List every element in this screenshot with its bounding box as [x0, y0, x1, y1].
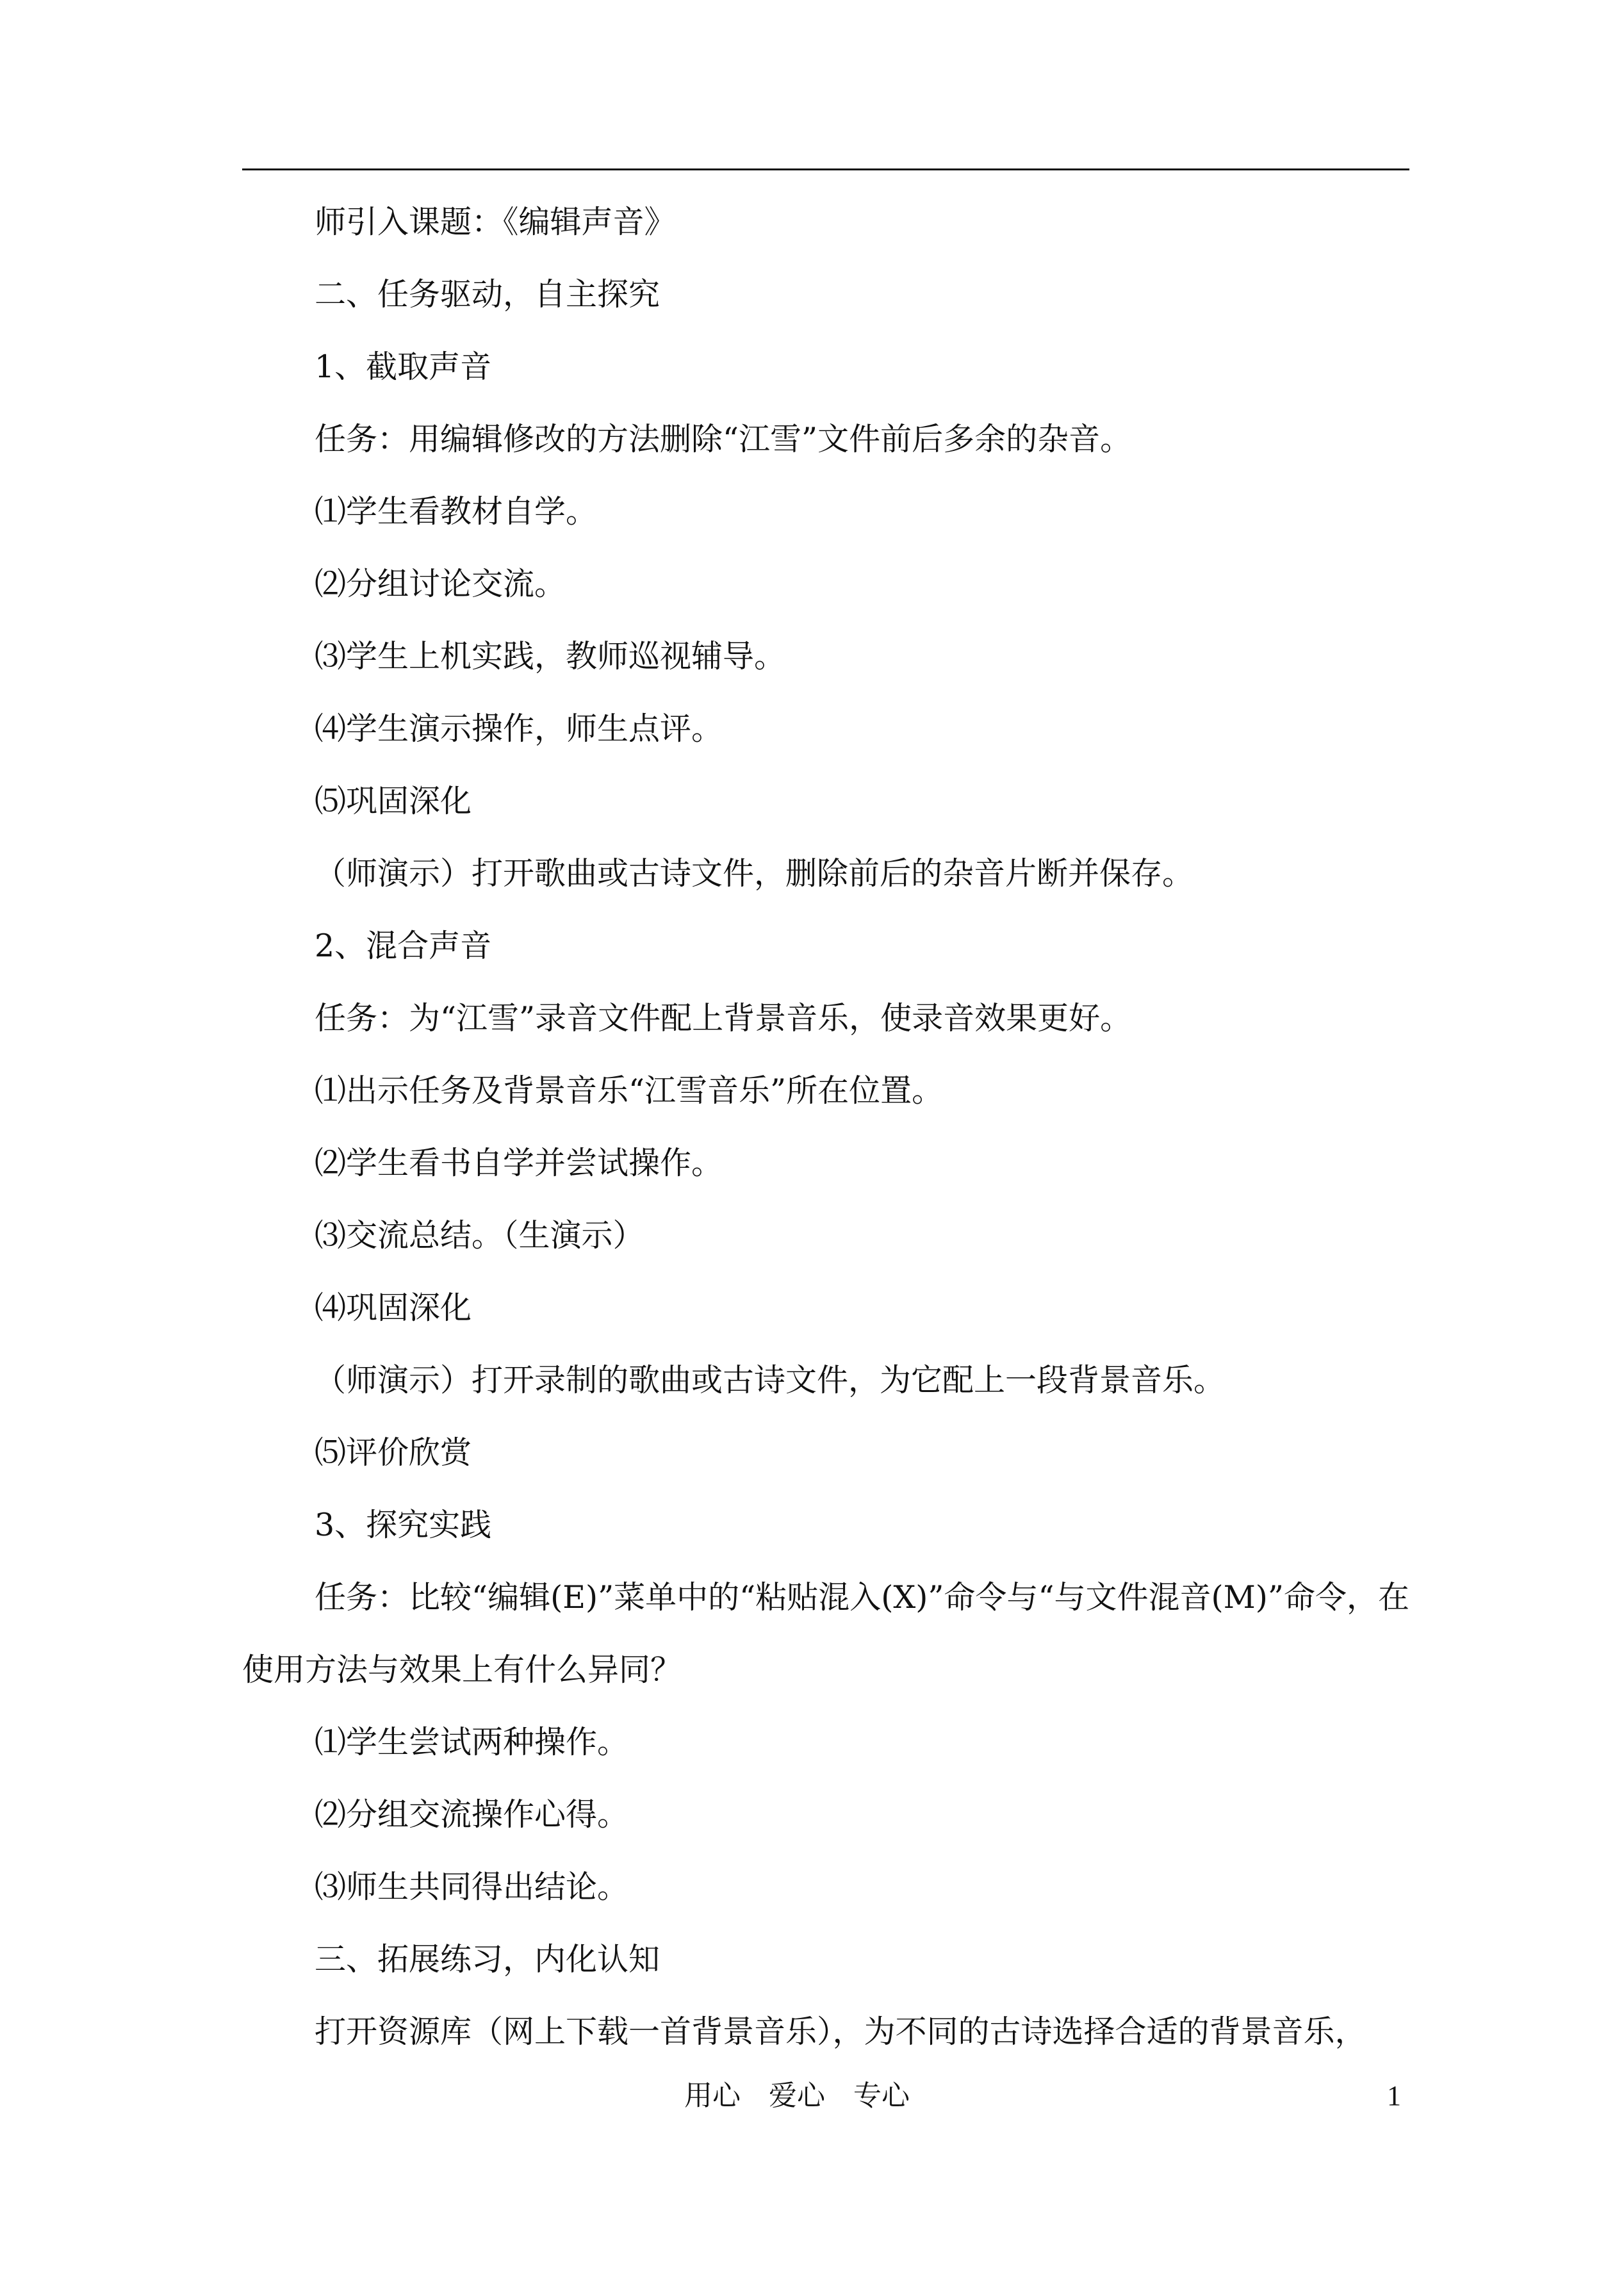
task-paragraph: 任务：为“江雪”录音文件配上背景音乐，使录音效果更好。	[315, 1000, 1132, 1036]
page-number: 1	[1387, 2080, 1401, 2111]
list-item: ⑷巩固深化	[315, 1290, 472, 1326]
paragraph: （师演示）打开录制的歌曲或古诗文件，为它配上一段背景音乐。	[315, 1362, 1226, 1398]
list-item: ⑷学生演示操作，师生点评。	[315, 710, 723, 747]
list-item: ⑵分组交流操作心得。	[315, 1796, 629, 1833]
footer-motto: 用心 爱心 专心	[684, 2079, 910, 2112]
subsection-heading: 2、混合声音	[315, 928, 492, 964]
section-heading: 二、任务驱动，自主探究	[315, 276, 660, 313]
list-item: ⑵分组讨论交流。	[315, 566, 566, 602]
paragraph: （师演示）打开歌曲或古诗文件，删除前后的杂音片断并保存。	[315, 855, 1194, 892]
list-item: ⑶师生共同得出结论。	[315, 1869, 629, 1905]
list-item: ⑸评价欣赏	[315, 1434, 472, 1471]
list-item: ⑶交流总结。（生演示）	[315, 1217, 644, 1254]
subsection-heading: 3、探究实践	[315, 1507, 492, 1543]
section-heading: 三、拓展练习，内化认知	[315, 1941, 660, 1978]
paragraph: 师引入课题：《编辑声音》	[315, 204, 676, 240]
document-body	[242, 186, 1409, 2068]
list-item: ⑴出示任务及背景音乐“江雪音乐”所在位置。	[315, 1072, 944, 1109]
task-paragraph: 任务：比较“编辑(E)”菜单中的“粘贴混入(X)”命令与“与文件混音(M)”命令，在使用方法与效果上有什么异同？	[242, 1579, 1409, 1688]
list-item: ⑸巩固深化	[315, 783, 472, 819]
list-item: ⑶学生上机实践，教师巡视辅导。	[315, 638, 786, 675]
list-item: ⑴学生看教材自学。	[315, 493, 598, 530]
list-item: ⑴学生尝试两种操作。	[315, 1724, 629, 1760]
list-item: ⑵学生看书自学并尝试操作。	[315, 1145, 723, 1181]
subsection-heading: 1、截取声音	[315, 348, 492, 385]
header-rule	[242, 168, 1409, 170]
task-paragraph: 任务：用编辑修改的方法删除“江雪”文件前后多余的杂音。	[315, 421, 1132, 457]
paragraph: 打开资源库（网上下载一首背景音乐），为不同的古诗选择合适的背景音乐，	[315, 2013, 1366, 2050]
